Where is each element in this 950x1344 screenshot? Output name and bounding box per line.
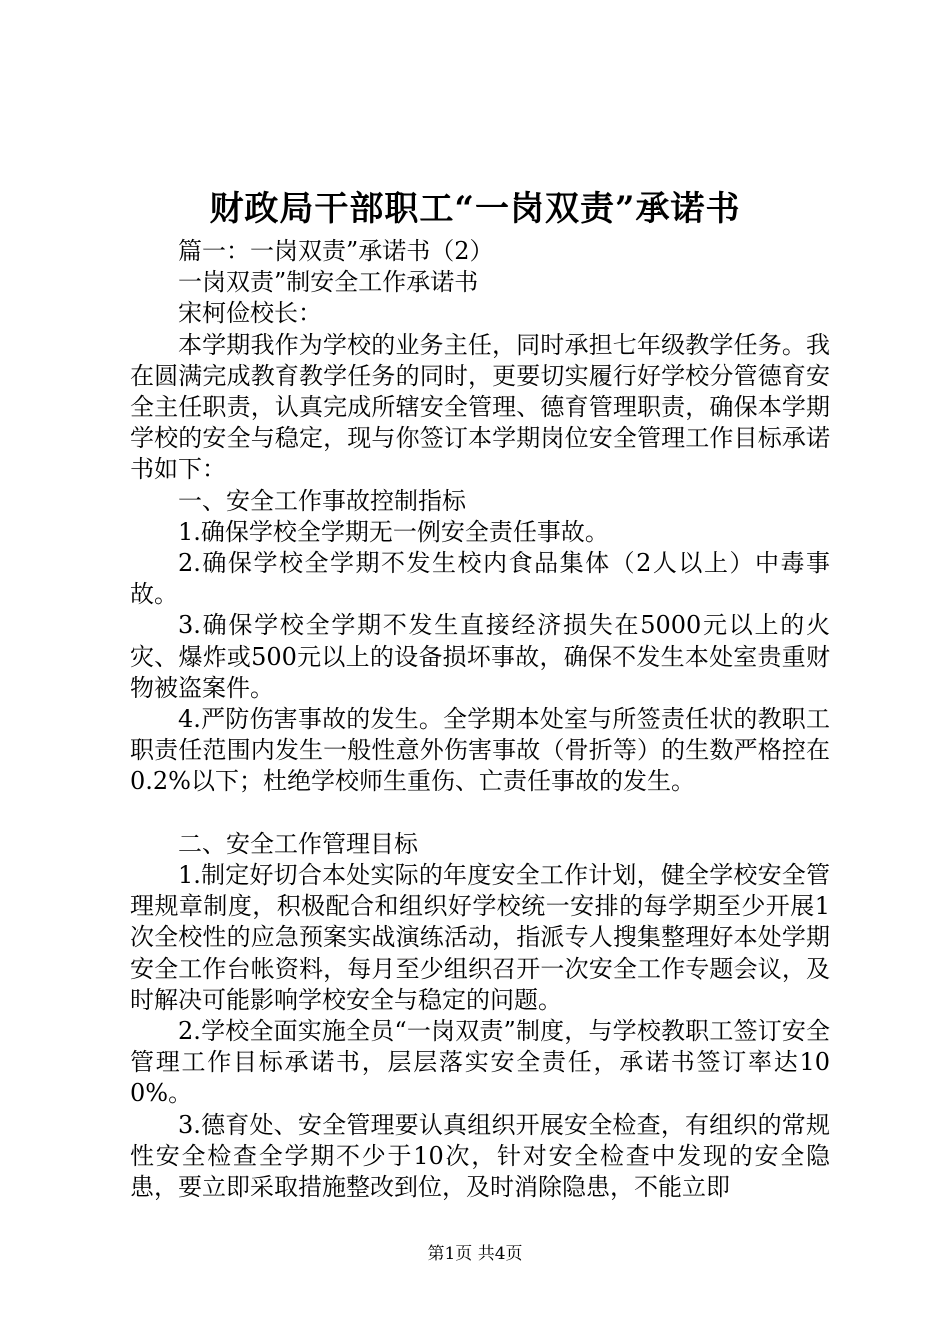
paragraph: 3.确保学校全学期不发生直接经济损失在5000元以上的火灾、爆炸或500元以上的设备损坏事故，确保不发生本处室贵重财物被盗案件。 [130, 611, 830, 702]
document-title: 财政局干部职工“一岗双责”承诺书 [209, 189, 741, 229]
page-footer: 第1页 共4页 [427, 1244, 523, 1264]
section-heading: 一、安全工作事故控制指标 [178, 486, 466, 515]
paragraph: 4.严防伤害事故的发生。全学期本处室与所签责任状的教职工职责任范围内发生一般性意外伤害事故（骨折等）的生数严格控在0.2%以下；杜绝学校师生重伤、亡责任事故的发生。 [130, 705, 830, 796]
blank-line [130, 798, 830, 829]
paragraph: 2.确保学校全学期不发生校内食品集体（2人以上）中毒事故。 [130, 549, 830, 609]
paragraph: 1.制定好切合本处实际的年度安全工作计划，健全学校安全管理规章制度，积极配合和组织好学校统一安排的每学期至少开展1次全校性的应急预案实战演练活动，指派专人搜集整理好本处学期安全工作台帐资料，每月至少组织召开一次安全工作专题会议，及时解决可能影响学校安全与稳定的问题。 [130, 861, 830, 1014]
paragraph: 宋柯俭校长： [178, 299, 322, 328]
paragraph: 篇一：一岗双责”承诺书（2） [178, 237, 494, 265]
document-body [130, 236, 830, 1203]
paragraph: 3.德育处、安全管理要认真组织开展安全检查，有组织的常规性安全检查全学期不少于10次，针对安全检查中发现的安全隐患，要立即采取措施整改到位，及时消除隐患，不能立即 [130, 1110, 830, 1202]
paragraph: 1.确保学校全学期无一例安全责任事故。 [178, 517, 609, 546]
paragraph: 一岗双责”制安全工作承诺书 [178, 268, 479, 297]
paragraph: 本学期我作为学校的业务主任，同时承担七年级教学任务。我在圆满完成教育教学任务的同时，更要切实履行好学校分管德育安全主任职责，认真完成所辖安全管理、德育管理职责，确保本学期学校的安全与稳定，现与你签订本学期岗位安全管理工作目标承诺书如下： [130, 330, 830, 484]
paragraph: 2.学校全面实施全员“一岗双责”制度，与学校教职工签订安全管理工作目标承诺书，层层落实安全责任，承诺书签订率达100%。 [130, 1017, 830, 1108]
section-heading: 二、安全工作管理目标 [178, 829, 418, 858]
